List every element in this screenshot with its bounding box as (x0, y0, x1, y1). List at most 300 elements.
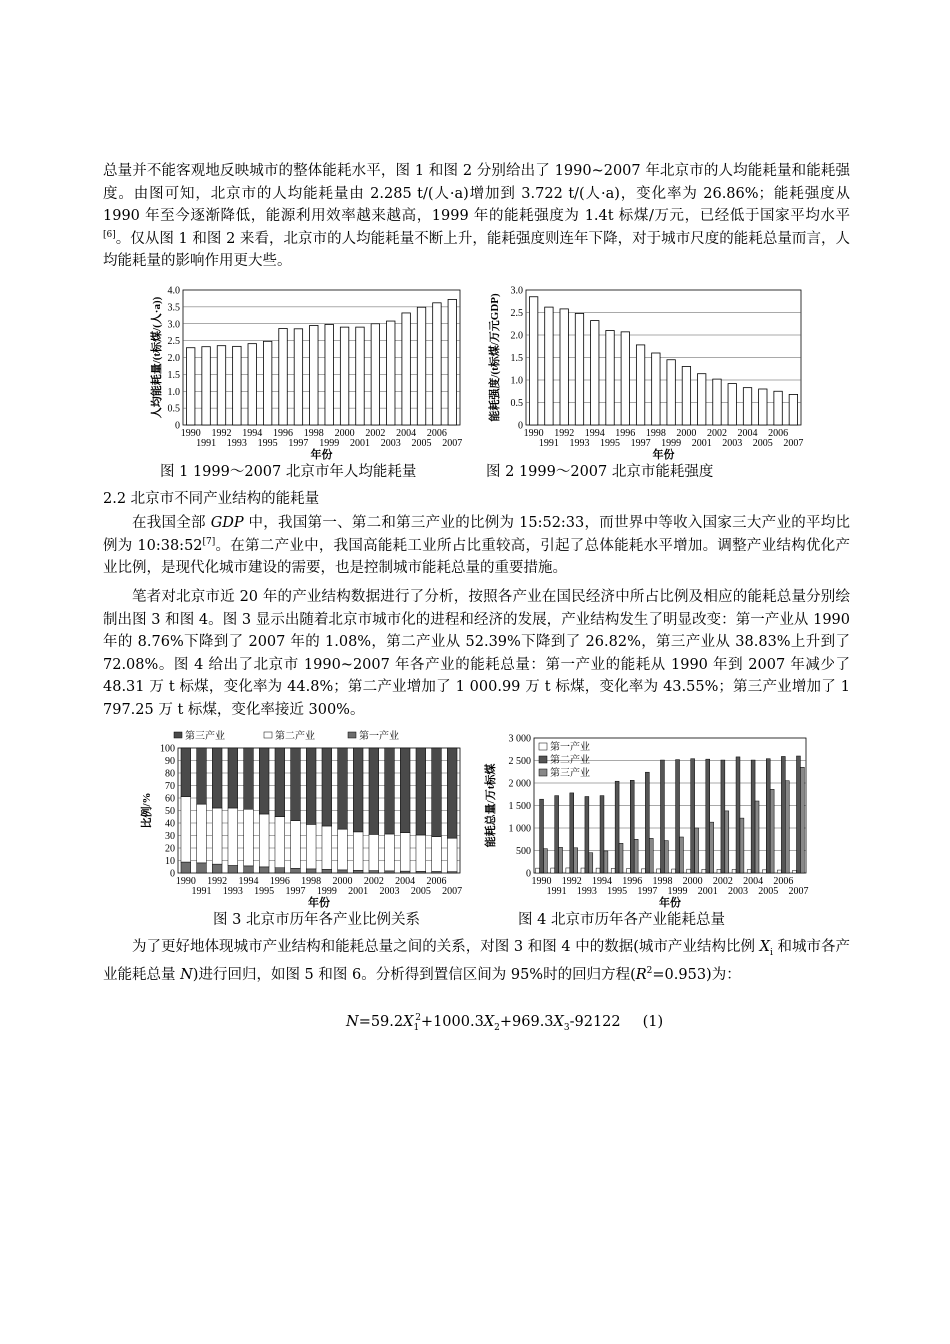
variable-x-subscript: i (769, 947, 773, 958)
figure-3-caption: 图 3 北京市历年各产业比例关系 (213, 912, 420, 928)
x-tick-label: 2004 (737, 428, 758, 439)
bar-1-1995 (259, 867, 269, 873)
x-tick-label: 1997 (637, 886, 658, 897)
x-tick-label: 1994 (592, 876, 612, 887)
bar-2004 (743, 388, 751, 425)
x-tick-label: 2007 (788, 886, 809, 897)
x-tick-label: 1994 (238, 876, 259, 887)
x-tick-label: 2004 (395, 876, 416, 887)
y-tick-label: 60 (165, 793, 175, 805)
bar-3-2001 (710, 822, 714, 873)
gdp-term: GDP (210, 515, 244, 531)
formula-x1: X (403, 1014, 414, 1030)
bar-2-2001 (353, 832, 363, 870)
bar-1-1990 (181, 862, 191, 873)
bar-3-1993 (228, 748, 238, 808)
bar-2-2003 (385, 834, 395, 871)
bar-3-2006 (432, 748, 442, 837)
regression-equation (346, 1012, 663, 1032)
bar-3-2007 (447, 748, 457, 838)
paragraph-4 (103, 936, 850, 987)
y-tick-label: 2 500 (508, 756, 531, 767)
bar-2002 (713, 379, 721, 425)
y-tick-label: 90 (165, 756, 175, 767)
x-tick-label: 2000 (682, 876, 703, 887)
y-tick-label: 3.0 (167, 319, 180, 331)
bar-2-1991 (555, 796, 559, 873)
x-tick-label: 1990 (531, 876, 552, 887)
x-tick-label: 2007 (442, 438, 463, 449)
figure-1-caption: 图 1 1999～2007 北京市年人均能耗量 (160, 464, 417, 480)
bar-1992 (560, 309, 568, 425)
y-tick-label: 1 000 (508, 823, 531, 835)
paragraph-1-text-b: 。仅从图 1 和图 2 来看，北京市的人均能耗量不断上升，能耗强度则连年下降，对于城市尺度的能耗总量而言，人均能耗量的影响作用更大些。 (103, 230, 850, 269)
x-tick-label: 2004 (396, 428, 417, 439)
bar-2-2002 (721, 760, 725, 873)
bar-2-2007 (447, 838, 457, 872)
x-tick-label: 1997 (285, 886, 306, 897)
bar-1998 (310, 325, 318, 425)
y-tick-label: 2.5 (167, 336, 180, 348)
bar-2-1996 (275, 817, 285, 868)
y-tick-label: 3 000 (508, 733, 531, 745)
bar-1993 (233, 346, 241, 425)
bar-2-2000 (338, 829, 348, 870)
x-tick-label: 2000 (334, 428, 355, 439)
paragraph-4-text-d: =0.953)为： (652, 967, 741, 984)
bar-2000 (682, 367, 690, 426)
bar-3-1998 (306, 748, 316, 824)
bar-2-2005 (766, 759, 770, 873)
y-tick-label: 20 (165, 843, 175, 855)
x-tick-label: 2002 (712, 876, 733, 887)
bar-2-1999 (322, 826, 332, 869)
bar-1-1992 (566, 868, 570, 873)
figure-2-caption: 图 2 1999～2007 北京市能耗强度 (486, 464, 714, 480)
bar-3-1998 (664, 841, 668, 873)
bar-3-2004 (400, 748, 410, 833)
figure-4-caption: 图 4 北京市历年各产业能耗总量 (518, 912, 725, 928)
bar-3-1994 (244, 748, 254, 809)
bar-1-1996 (626, 869, 630, 873)
bar-2-2007 (796, 756, 800, 873)
paragraph-2-text-a: 在我国全部 (132, 515, 211, 531)
bar-1-1991 (551, 868, 555, 873)
bar-2-1993 (585, 797, 589, 874)
bar-3-2004 (755, 801, 759, 873)
x-tick-label: 1994 (584, 428, 605, 439)
bar-3-1995 (619, 843, 623, 873)
y-tick-label: 1.5 (167, 369, 180, 381)
paragraph-1 (103, 160, 850, 273)
x-tick-label: 2002 (363, 876, 384, 887)
variable-x: X (759, 939, 770, 955)
bar-2006 (774, 391, 782, 425)
bar-3-2005 (770, 789, 774, 873)
bar-2-2005 (416, 835, 426, 871)
x-tick-label: 1998 (303, 428, 324, 439)
bar-2-2004 (400, 833, 410, 871)
x-tick-label: 2005 (410, 886, 431, 897)
section-heading: 2.2 北京市不同产业结构的能耗量 (103, 491, 320, 507)
bar-1-1999 (672, 869, 676, 873)
y-tick-label: 10 (165, 856, 175, 867)
x-tick-label: 2006 (426, 876, 447, 887)
x-tick-label: 2002 (365, 428, 386, 439)
bar-3-1991 (559, 847, 563, 873)
bar-3-2003 (740, 818, 744, 873)
figure-3-chart (130, 730, 470, 909)
legend-swatch (539, 756, 547, 763)
bar-1-1997 (291, 868, 301, 873)
bar-2-2006 (781, 756, 785, 873)
bar-1-1999 (322, 869, 332, 873)
bar-1-1993 (581, 868, 585, 873)
bar-3-1997 (649, 838, 653, 873)
bar-1993 (575, 313, 583, 425)
x-tick-label: 2005 (752, 438, 773, 449)
bar-1-2002 (717, 869, 721, 873)
citation-6: [6] (103, 229, 116, 240)
x-axis-title: 年份 (310, 449, 333, 461)
bar-1996 (279, 328, 287, 425)
x-tick-label: 2004 (743, 876, 764, 887)
bar-1-1994 (596, 868, 600, 873)
x-tick-label: 1991 (191, 886, 212, 897)
x-tick-label: 2000 (332, 876, 353, 887)
bar-2005 (417, 307, 425, 425)
formula-term-3: +969.3 (499, 1014, 554, 1030)
x-tick-label: 2005 (411, 438, 432, 449)
bar-2-1994 (244, 809, 254, 866)
bar-2000 (340, 327, 348, 425)
bar-2-2003 (736, 757, 740, 873)
bar-2-1997 (291, 821, 301, 869)
x-tick-label: 2006 (773, 876, 794, 887)
bar-3-1999 (680, 837, 684, 873)
y-tick-label: 0.5 (510, 398, 523, 409)
figure-2-chart (486, 283, 816, 461)
x-tick-label: 1999 (319, 438, 340, 449)
x-tick-label: 1996 (622, 876, 643, 887)
bar-3-1991 (197, 748, 207, 804)
formula-x2: X (483, 1014, 495, 1030)
bar-2003 (387, 321, 395, 425)
bar-1999 (667, 360, 675, 425)
bar-1-1995 (611, 869, 615, 874)
y-tick-label: 0 (170, 868, 175, 880)
x-tick-label: 2003 (379, 886, 400, 897)
bar-1994 (248, 344, 256, 425)
bar-1997 (636, 345, 644, 425)
x-tick-label: 2002 (706, 428, 727, 439)
bar-2-2000 (691, 759, 695, 873)
paragraph-2-text-b: 中，我国第一、第二和第三产业的比例为 15:52:33，而世界中等收入国家三大产业的平均比例为 10:38:52 (103, 515, 850, 554)
bar-2-1992 (570, 793, 574, 873)
bar-2-1992 (212, 808, 222, 864)
bar-3-1990 (181, 748, 191, 797)
paragraph-4-text-b: 和城市各产业能耗总量 (103, 939, 851, 984)
y-tick-label: 2.5 (510, 308, 523, 319)
legend-label: 第三产业 (185, 731, 225, 742)
x-tick-label: 1990 (523, 428, 544, 439)
y-tick-label: 1.0 (167, 386, 180, 398)
x-tick-label: 1993 (569, 438, 590, 449)
bar-2-1997 (645, 772, 649, 873)
bar-2-1990 (181, 797, 191, 862)
y-tick-label: 40 (165, 818, 175, 830)
x-tick-label: 1995 (607, 886, 628, 897)
paragraph-4-text-a: 为了更好地体现城市产业结构和能耗总量之间的关系，对图 3 和图 4 中的数据(城市产业结构比例 (132, 939, 760, 955)
formula-n: N (346, 1014, 359, 1030)
x-axis-title: 年份 (308, 897, 330, 909)
bar-1999 (325, 324, 333, 425)
bar-1-2004 (747, 870, 751, 873)
y-axis-title: 比例/% (141, 792, 153, 829)
x-tick-label: 1997 (630, 438, 651, 449)
bar-2002 (371, 324, 379, 425)
bar-2-2006 (432, 837, 442, 872)
formula-x3-sub: 3 (563, 1022, 570, 1033)
bar-3-1990 (544, 849, 548, 873)
bar-2004 (402, 313, 410, 425)
formula-x1-sub: 1 (413, 1022, 420, 1033)
bar-1991 (202, 347, 210, 425)
bar-2-1996 (630, 780, 634, 873)
bar-1-2003 (385, 871, 395, 873)
bar-1995 (263, 341, 271, 425)
bar-1-2000 (338, 870, 348, 873)
formula-term-1: =59.2 (358, 1014, 404, 1030)
bar-2-1995 (615, 781, 619, 873)
bar-1-2006 (777, 870, 781, 873)
bar-1990 (186, 348, 194, 425)
bar-1-1992 (212, 864, 222, 873)
bar-1-1997 (641, 869, 645, 873)
y-tick-label: 80 (165, 768, 175, 780)
bar-3-1992 (574, 848, 578, 873)
bar-3-2002 (725, 811, 729, 873)
x-tick-label: 1990 (175, 876, 196, 887)
bar-1-1990 (536, 868, 540, 873)
x-tick-label: 1994 (242, 428, 263, 439)
x-tick-label: 1999 (667, 886, 688, 897)
x-tick-label: 2006 (768, 428, 789, 439)
bar-3-2005 (416, 748, 426, 835)
formula-x1-power: 2 (415, 1013, 421, 1024)
x-tick-label: 1999 (661, 438, 682, 449)
bar-3-2002 (369, 748, 379, 834)
y-tick-label: 3.0 (510, 285, 523, 297)
x-tick-label: 1995 (254, 886, 275, 897)
bar-1-1998 (657, 869, 661, 873)
legend-label: 第二产业 (550, 755, 590, 766)
bar-2003 (728, 384, 736, 425)
y-tick-label: 70 (165, 781, 175, 792)
bar-1996 (621, 332, 629, 425)
bar-3-1996 (634, 839, 638, 873)
bar-2-1990 (540, 799, 544, 873)
bar-1995 (606, 331, 614, 426)
x-tick-label: 2001 (697, 886, 718, 897)
y-tick-label: 0 (518, 420, 523, 432)
y-tick-label: 500 (516, 846, 531, 857)
bar-3-1994 (604, 851, 608, 873)
equation-number: (1) (642, 1014, 664, 1030)
legend-label: 第一产业 (359, 731, 399, 742)
y-tick-label: 2.0 (167, 353, 180, 364)
x-tick-label: 2003 (722, 438, 743, 449)
x-tick-label: 1992 (207, 876, 228, 887)
bar-2-2004 (751, 760, 755, 873)
x-tick-label: 2001 (691, 438, 712, 449)
y-tick-label: 0 (175, 420, 180, 432)
citation-7: [7] (202, 536, 216, 547)
bar-3-2003 (385, 748, 395, 834)
x-tick-label: 2003 (380, 438, 401, 449)
y-tick-label: 100 (160, 743, 175, 755)
x-tick-label: 1995 (600, 438, 621, 449)
paragraph-3: 笔者对北京市近 20 年的产业结构数据进行了分析，按照各产业在国民经济中所占比例及相应的能耗总量分别绘制出图 3 和图 4。图 3 显示出随着北京市城市化的进程和经济的发展，产业结构发生了明显改变：第一产业从 1990 年的 8.76%下降到了 2007 年的 1.08%，第二产业从 52.39%下降到了 26.82%，第三产业从 38.83%上升到了 72.08%。图 4 给出了北京市 1990~2007 年各产业的能耗总量：第一产业的能耗从 1990 年到 2007 年减少了 48.31 万 t 标煤，变化率为 44.8%；第二产业增加了 1 000.99 万 t 标煤，变化率为 43.55%；第三产业增加了 1 797.25 万 t 标煤，变化率接近 300%。 (103, 589, 850, 718)
bar-1-1994 (244, 866, 254, 873)
x-tick-label: 1991 (538, 438, 559, 449)
formula-term-2: +1000.3 (420, 1014, 484, 1030)
y-tick-label: 50 (165, 806, 175, 817)
legend-swatch (539, 743, 547, 750)
bar-2-1993 (228, 808, 238, 866)
formula-term-4: -92122 (569, 1014, 621, 1030)
x-tick-label: 1996 (273, 428, 294, 439)
x-tick-label: 1998 (645, 428, 666, 439)
x-tick-label: 1999 (316, 886, 337, 897)
y-tick-label: 2 000 (508, 778, 531, 790)
y-axis-title: 能耗强度/(t标煤/万元GDP) (489, 293, 501, 422)
x-tick-label: 2001 (349, 438, 370, 449)
bar-3-2000 (338, 748, 348, 829)
bar-2006 (433, 303, 441, 425)
variable-r: R (635, 967, 647, 984)
bar-2001 (697, 374, 705, 425)
x-tick-label: 2006 (426, 428, 447, 439)
legend-swatch (348, 732, 356, 738)
y-tick-label: 0.5 (167, 403, 180, 415)
bar-3-1997 (291, 748, 301, 821)
bar-2-2001 (706, 759, 710, 873)
bar-3-1992 (212, 748, 222, 808)
bar-2007 (448, 299, 456, 425)
x-tick-label: 2005 (758, 886, 779, 897)
y-tick-label: 2.0 (510, 330, 523, 342)
formula-x3: X (553, 1014, 564, 1030)
bar-2-2002 (369, 834, 379, 870)
y-tick-label: 4.0 (167, 285, 180, 297)
x-tick-label: 1993 (226, 438, 247, 449)
bar-1-2003 (732, 869, 736, 873)
bar-1997 (294, 329, 302, 425)
paragraph-1-text-a: 总量并不能客观地反映城市的整体能耗水平，图 1 和图 2 分别给出了 1990~2007 年北京市的人均能耗量和能耗强度。由图可知，北京市的人均能耗量由 2.285 t/(人·a)增加到 3.722 t/(人·a)，变化率为 26.86%；能耗强度从 1990 年至今逐渐降低，能源利用效率越来越高，1999 年的能耗强度为 1.4t 标煤/万元，已经低于国家平均水平 (103, 163, 850, 224)
paragraph-4-text-c: )进行回归，如图 5 和图 6。分析得到置信区间为 95%时的回归方程( (192, 967, 636, 984)
y-tick-label: 30 (165, 831, 175, 842)
bar-3-2001 (353, 748, 363, 832)
x-tick-label: 1998 (652, 876, 673, 887)
legend-label: 第二产业 (275, 731, 315, 742)
formula-x2-sub: 2 (494, 1022, 500, 1033)
x-tick-label: 1991 (196, 438, 217, 449)
bar-1994 (591, 321, 599, 425)
bar-1-2005 (762, 870, 766, 873)
x-tick-label: 1992 (554, 428, 575, 439)
bar-1-2000 (687, 869, 691, 873)
x-tick-label: 1997 (288, 438, 309, 449)
y-axis-title: 能耗总量/万t标煤 (485, 763, 497, 848)
paragraph-2-text-c: 。在第二产业中，我国高能耗工业所占比重较高，引起了总体能耗水平增加。调整产业结构优化产业比例，是现代化城市建设的需要，也是控制城市能耗总量的重要措施。 (103, 537, 850, 576)
x-tick-label: 1996 (269, 876, 290, 887)
x-tick-label: 2003 (728, 886, 748, 897)
bar-2-1999 (676, 760, 680, 873)
variable-n: N (180, 967, 193, 984)
x-tick-label: 1992 (561, 876, 582, 887)
bar-1990 (529, 297, 537, 425)
bar-1-1991 (197, 863, 207, 873)
legend-label: 第一产业 (550, 742, 590, 753)
legend-swatch (539, 769, 547, 776)
x-tick-label: 2001 (348, 886, 369, 897)
bar-1998 (652, 353, 660, 425)
bar-2-1998 (306, 824, 316, 869)
bar-3-1993 (589, 853, 593, 873)
y-tick-label: 3.5 (167, 302, 180, 314)
x-axis-title: 年份 (659, 897, 681, 909)
x-tick-label: 2000 (676, 428, 697, 439)
bar-1-2002 (369, 871, 379, 873)
x-tick-label: 1990 (180, 428, 201, 439)
legend-swatch (264, 732, 272, 738)
x-tick-label: 1993 (222, 886, 243, 897)
bar-1-1993 (228, 866, 238, 874)
bar-1-2001 (353, 870, 363, 873)
bar-2-1998 (660, 760, 664, 873)
y-axis-title: 人均能耗量/(t标煤/(人·a)) (151, 296, 163, 419)
x-tick-label: 1993 (576, 886, 597, 897)
bar-1-2007 (793, 870, 797, 873)
bar-1991 (545, 307, 553, 425)
bar-2005 (759, 389, 767, 425)
paragraph-2 (103, 512, 850, 580)
bar-2-1991 (197, 804, 207, 863)
bar-1-2001 (702, 869, 706, 873)
bar-1-1998 (306, 869, 316, 873)
bar-3-2007 (800, 767, 804, 873)
bar-2-1995 (259, 814, 269, 867)
bar-1-1996 (275, 868, 285, 873)
bar-3-2000 (695, 828, 699, 873)
x-tick-label: 1991 (546, 886, 567, 897)
y-tick-label: 1 500 (508, 801, 531, 812)
figure-1-chart (130, 283, 470, 461)
y-tick-label: 1.0 (510, 375, 523, 387)
y-tick-label: 0 (526, 868, 531, 880)
bar-2007 (789, 394, 797, 425)
x-tick-label: 1992 (211, 428, 232, 439)
bar-1992 (217, 346, 225, 425)
bar-3-2006 (785, 781, 789, 873)
bar-3-1999 (322, 748, 332, 826)
legend-label: 第三产业 (550, 768, 590, 779)
bar-3-1996 (275, 748, 285, 817)
figure-4-chart (484, 730, 819, 909)
bar-1-2004 (400, 871, 410, 873)
bar-3-1995 (259, 748, 269, 814)
